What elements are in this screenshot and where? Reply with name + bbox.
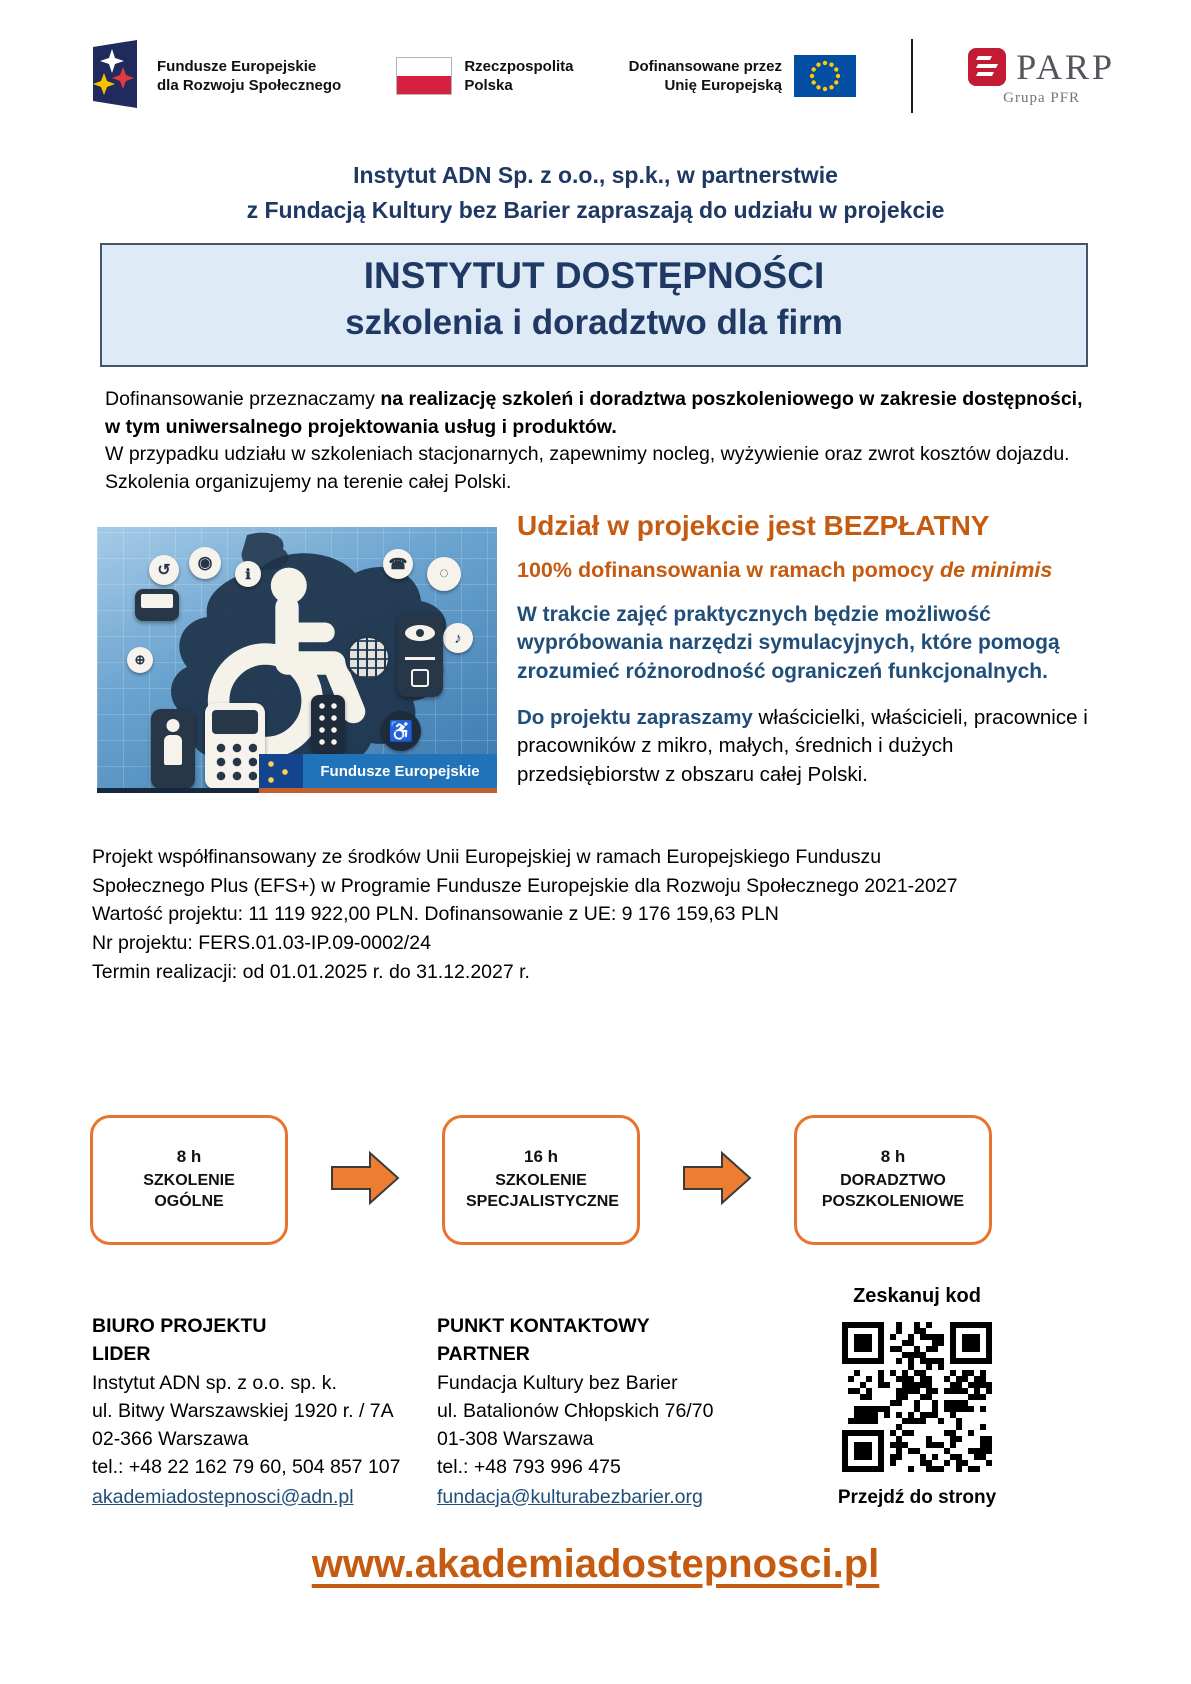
free-participation-heading: Udział w projekcie jest BEZPŁATNY [517,510,990,541]
contact-lider-email-link[interactable]: akademiadostepnosci@adn.pl [92,1485,354,1508]
parp-logo-block [968,46,1115,107]
project-title: INSTYTUT DOSTĘPNOŚCI [363,255,825,296]
lead-paragraph [105,386,1093,497]
plus-icon: ⊕ [127,647,153,673]
parp-logo-icon [968,48,1006,86]
funding-line: Termin realizacji: od 01.01.2025 r. do 31.12.2027 r. [92,960,530,983]
fe-logo-icon [85,39,145,114]
poland-flag-icon [396,57,452,95]
contact-lider-subtitle: LIDER [92,1343,151,1366]
contact-lider [92,1312,437,1511]
invitation-bold: Do projektu zapraszamy [517,706,753,730]
qr-section [828,1285,1006,1509]
parp-group-label: Grupa PFR [1003,89,1081,106]
funding-line: Projekt współfinansowany ze środków Unii Europejskiej w ramach Europejskiego Funduszu [92,846,882,868]
info-icon: ℹ [235,561,261,587]
funding-details [92,843,1102,986]
contact-lider-address1: ul. Bitwy Warszawskiej 1920 r. / 7A [92,1399,394,1422]
offer-column [517,510,1099,789]
invitation-paragraph: Do projektu zapraszamy właścicielki, właścicieli, pracownice i pracowników z mikro, małych, średnich i dużych przedsiębiorstw z obszaru całej Polski. [517,706,1088,786]
eu-flag-icon [794,55,856,97]
lead-bold: na realizację szkoleń i doradztwa poszkoleniowego w zakresie dostępności, w tym uniwersalnego projektowania usług i produktów. [105,388,1083,438]
contact-lider-phone: tel.: +48 22 162 79 60, 504 857 107 [92,1456,401,1479]
header-logos [85,36,1115,116]
project-subtitle: szkolenia i doradztwo dla firm [345,303,843,342]
bottom-strip-orange [259,788,497,793]
contacts-section [92,1312,792,1511]
poland-block [396,57,573,96]
flow-step-post-training-advisory: 8 h DORADZTWO POSZKOLENIOWE [794,1115,992,1245]
person-sign-icon [151,709,195,789]
funding-line: Społecznego Plus (EFS+) w Programie Fundusze Europejskie dla Rozwoju Społecznego 2021-2027 [92,874,958,897]
wheelchair-badge-icon: ♿ [381,711,421,751]
fe-banner [259,754,497,788]
location-icon: ◉ [189,547,221,579]
arrow-right-icon [330,1150,400,1211]
contact-partner [437,1312,782,1511]
website-link[interactable]: www.akademiadostepnosci.pl [311,1542,880,1586]
poland-label: Rzeczpospolita Polska [464,57,574,94]
funding-100-line: 100% dofinansowania w ramach pomocy de minimis [517,558,1053,582]
qr-code [842,1322,992,1472]
arrow-right-icon [682,1150,752,1211]
phone-handset-icon: ☎ [383,549,413,579]
training-flow [90,1115,992,1245]
music-icon: ♪ [443,623,473,653]
contact-lider-title: BIURO PROJEKTU [92,1315,267,1337]
eu-funding-label: Dofinansowane przez Unię Europejską [628,57,782,94]
contact-partner-phone: tel.: +48 793 996 475 [437,1456,621,1479]
laptop-icon [135,589,179,621]
contact-partner-address2: 01-308 Warszawa [437,1428,594,1451]
intro-heading: Instytut ADN Sp. z o.o., sp.k., w partnerstwie z Fundacją Kultury bez Barier zapraszają do udziału w projekcie [246,162,945,223]
simulation-tools-paragraph: W trakcie zajęć praktycznych będzie możliwość wypróbowania narzędzi symulacyjnych, które pomogą zrozumieć różnorodność ograniczeń funkcjonalnych. [517,603,1060,683]
fe-logo-label: Fundusze Europejskie dla Rozwoju Społecznego [157,57,342,94]
flow-step-general-training: 8 h SZKOLENIE OGÓLNE [90,1115,288,1245]
bottom-strip-navy [97,788,259,793]
contact-partner-subtitle: PARTNER [437,1343,530,1366]
lead-rest: W przypadku udziału w szkoleniach stacjonarnych, zapewnimy nocleg, wyżywienie oraz zwrot kosztów dojazdu. Szkolenia organizujemy na terenie całej Polski. [105,443,1070,494]
flow-step-specialist-training: 16 h SZKOLENIE SPECJALISTYCZNE [442,1115,640,1245]
footer [0,1542,1191,1587]
qr-go-label: Przejdź do strony [837,1487,997,1508]
contact-lider-org: Instytut ADN sp. z o.o. sp. k. [92,1371,337,1394]
eye-panel-icon [397,613,443,697]
eu-block [629,55,856,97]
qr-scan-label: Zeskanuj kod [853,1285,981,1307]
globe-icon [345,635,391,681]
parp-name: PARP [1016,46,1115,87]
de-minimis: de minimis [939,558,1053,582]
header-divider [911,39,913,113]
funding-line: Nr projektu: FERS.01.03-IP.09-0002/24 [92,931,431,954]
contact-partner-email-link[interactable]: fundacja@kulturabezbarier.org [437,1485,703,1508]
funding-line: Wartość projektu: 11 119 922,00 PLN. Dofinansowanie z UE: 9 176 159,63 PLN [92,903,779,926]
accessibility-illustration [97,527,497,793]
contact-partner-title: PUNKT KONTAKTOWY [437,1315,650,1337]
lead-normal: Dofinansowanie przeznaczamy [105,388,381,410]
refresh-icon: ↺ [149,555,179,585]
contact-lider-address2: 02-366 Warszawa [92,1428,249,1451]
project-title-box [100,243,1088,367]
search-icon: ◌ [427,557,461,591]
contact-partner-address1: ul. Batalionów Chłopskich 76/70 [437,1399,714,1422]
fe-banner-emblem-icon [259,754,303,788]
braille-phone-icon [311,695,345,753]
keypad-phone-icon [205,703,265,789]
contact-partner-org: Fundacja Kultury bez Barier [437,1371,678,1394]
fe-logo-block [85,39,341,114]
fe-banner-label: Fundusze Europejskie [320,762,480,780]
